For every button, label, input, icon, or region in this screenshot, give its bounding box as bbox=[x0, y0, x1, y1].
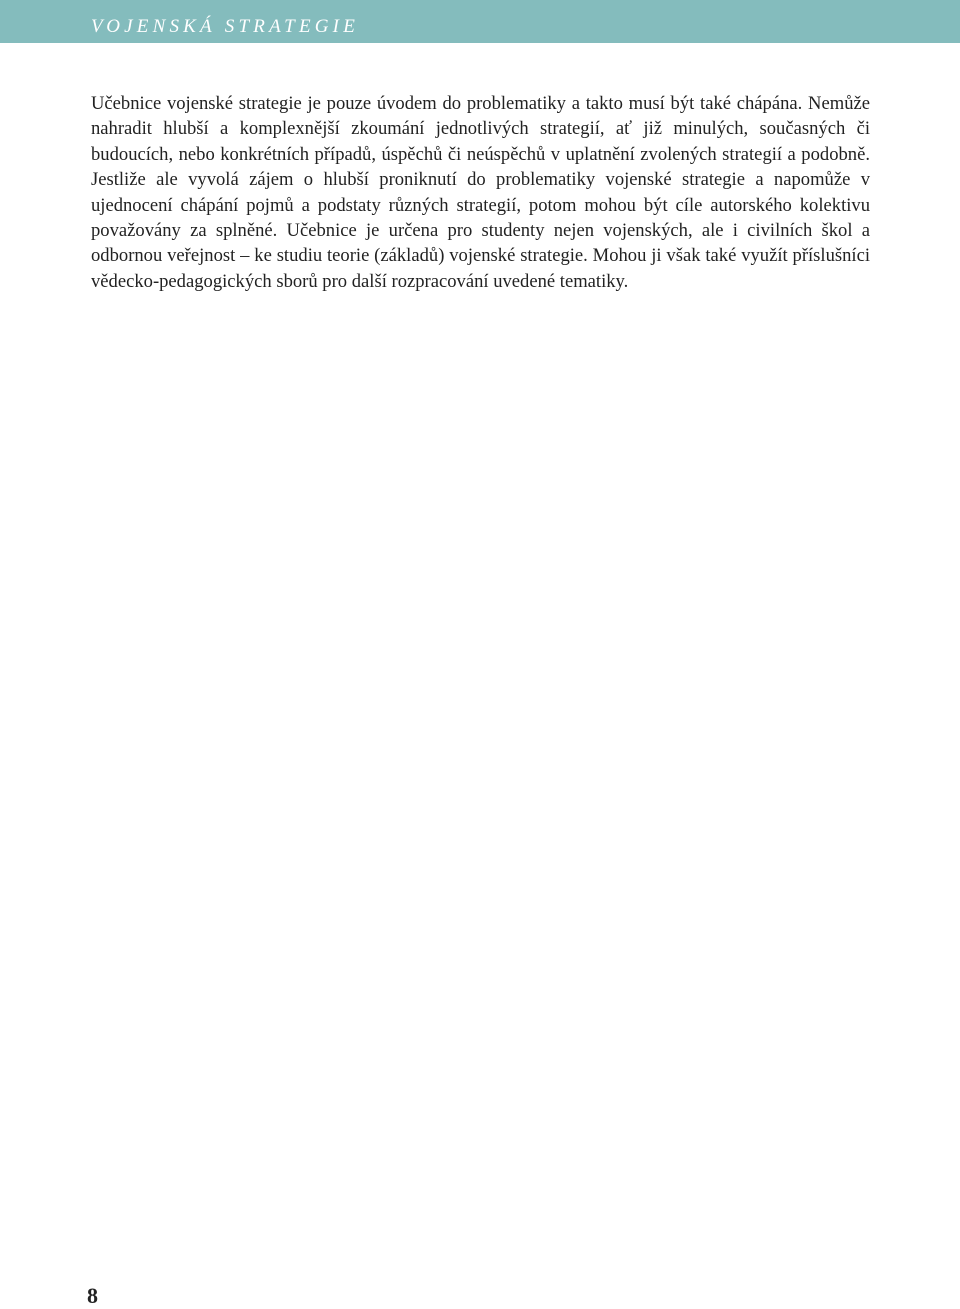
running-header-title: VOJENSKÁ STRATEGIE bbox=[91, 16, 360, 37]
header-bar bbox=[0, 0, 960, 43]
page-number: 8 bbox=[87, 1283, 98, 1308]
body-paragraph: Učebnice vojenské strategie je pouze úvodem do problematiky a takto musí být také chápána. Nemůže nahradit hlubší a komplexnější zkoumání jednotlivých strategií, ať již minulých, současných či budoucích, nebo konkrétních případů, úspěchů či neúspěchů v uplatnění zvolených strategií a podobně. Jestliže ale vyvolá zájem o hlubší proniknutí do problematiky vojenské strategie a napomůže v ujednocení chápání pojmů a podstaty různých strategií, potom mohou být cíle autorského kolektivu považovány za splněné. Učebnice je určena pro studenty nejen vojenských, ale i civilních škol a odbornou veřejnost – ke studiu teorie (základů) vojenské strategie. Mohou ji však také využít příslušníci vědecko-pedagogických sborů pro další rozpracování uvedené tematiky. bbox=[91, 93, 870, 292]
